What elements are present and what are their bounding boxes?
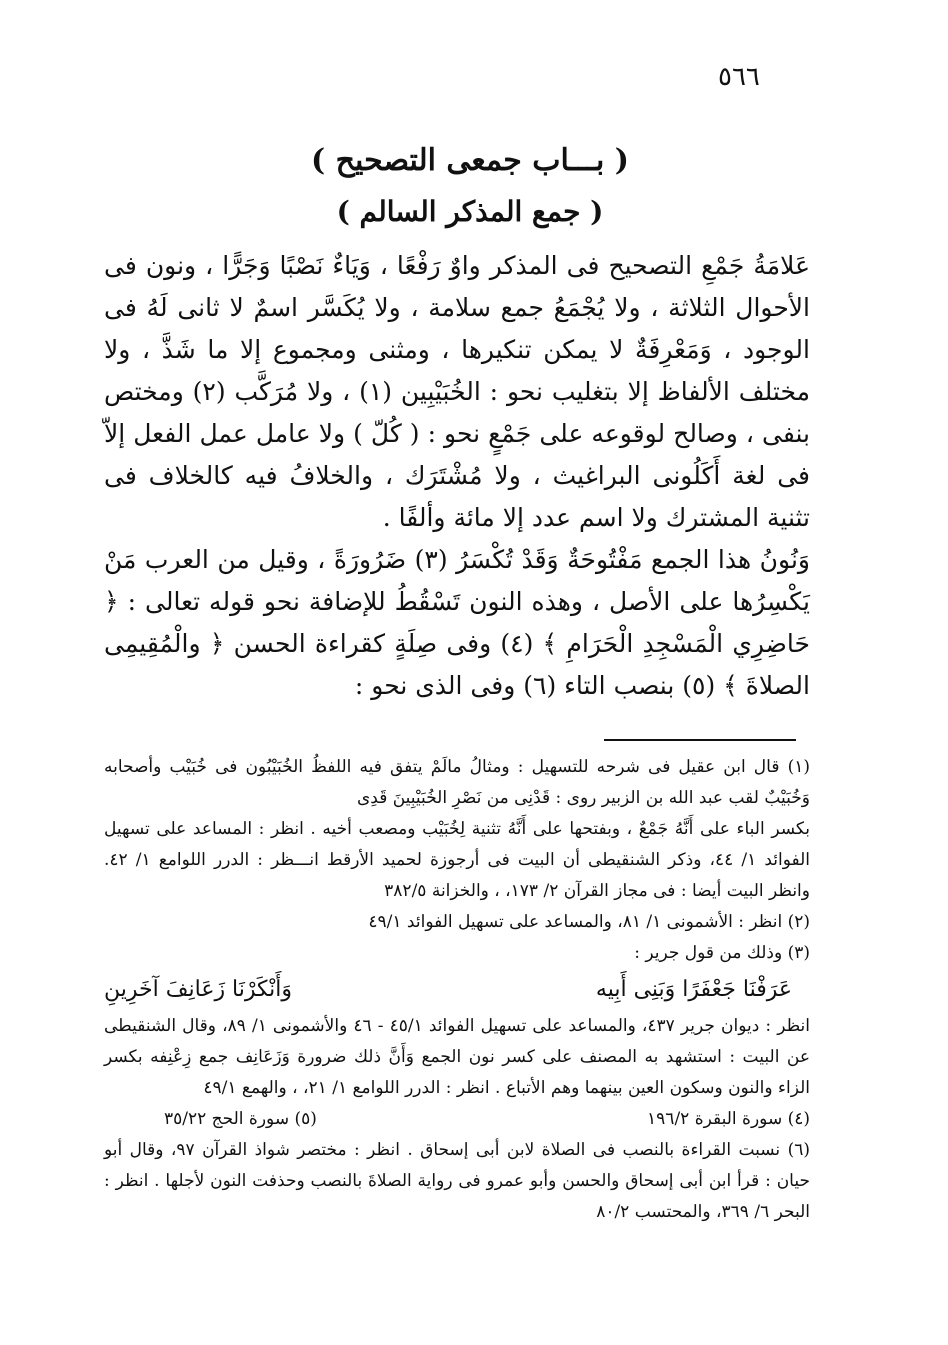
section-title: ( جمع المذكر السالم ) [336, 195, 604, 228]
paragraph: وَنُونُ هذا الجمع مَفْتُوحَةٌ وَقَدْ تُكْسَرُ (٣) ضَرُورَةً ، وقيل من العرب مَنْ يَكْسِرُها على الأصل ، وهذه النون تَسْقُطُ للإضافة نحو قوله تعالى : ﴿ حَاضِرِي الْمَسْجِدِ الْحَرَامِ ﴾ (٤) وفى صِلَةٍ كقراءة الحسن ﴿ والْمُقِيمِى الصلاةَ ﴾ (٥) بنصب التاء (٦) وفى الذى نحو : [104, 545, 810, 700]
footnote-1-continued: بكسر الباء على أَنَّهُ جَمْعٌ ، وبفتحها على أَنَّهُ تثنية لِخُبَيْب ومصعب أخيه . انظر : المساعد على تسهيل الفوائد ١/ ٤٤، وذكر الشنقيطى أن البيت فى أرجوزة لحميد الأرقط انـــظر : الدرر اللوامع ١/ ٤٢. وانظر البيت أيضا : فى مجاز القرآن ٢/ ١٧٣، ، والخزانة ٣٨٢/٥ [104, 819, 810, 901]
paragraph: عَلامَةُ جَمْعِ التصحيح فى المذكر واوٌ رَفْعًا ، وَيَاءٌ نَصْبًا وَجَرًّا ، ونون فى الأحوال الثلاثة ، ولا يُجْمَعُ جمع سلامة ، ولا يُكَسَّر اسمٌ لا ثانى لَهُ فى الوجود ، وَمَعْرِفَةٌ لا يمكن تنكيرها ، ومثنى ومجموع إلا ما شَذَّ ، ولا مختلف الألفاظ إلا بتغليب نحو : الخُبَيْبِين (١) ، ولا مُرَكَّب (٢) ومختص بنفى ، وصالح لوقوعه على جَمْعٍ نحو : ( كُلّ ) ولا عامل عمل الفعل إلاّ فى لغة أَكَلُونى البراغيث ، ولا مُشْتَرَك ، والخلافُ فيه كالخلاف فى تثنية المشترك ولا اسم عدد إلا مائة وألفًا . [104, 251, 810, 532]
footnotes [104, 752, 810, 1228]
page-number: ٥٦٦ [718, 62, 760, 92]
footnote-4: (٤) سورة البقرة ١٩٦/٢ [647, 1109, 810, 1129]
poetry-verse [104, 969, 810, 1011]
footnote-pair [104, 1104, 810, 1135]
footnote-2: (٢) انظر : الأشمونى ١/ ٨١، والمساعد على تسهيل الفوائد ٤٩/١ [368, 912, 810, 932]
footnote-separator [604, 739, 796, 741]
verse-second-hemistich: وَأَنْكَرْنَا زَعَانِفَ آخَرِينِ [104, 977, 293, 1002]
verse-first-hemistich: عَرَفْنَا جَعْفَرًا وَبَنِى أَبِيه [595, 977, 792, 1002]
footnote-5: (٥) سورة الحج ٣٥/٢٢ [164, 1109, 317, 1129]
footnote-6: (٦) نسبت القراءة بالنصب فى الصلاة لابن أبى إسحاق . انظر : مختصر شواذ القرآن ٩٧، وقال أبو حيان : قرأ ابن أبى إسحاق والحسن وأبو عمرو فى رواية الصلاةَ بالنصب وحذفت النون لأجلها . انظر : البحر ٦/ ٣٦٩، والمحتسب ٨٠/٢ [104, 1140, 810, 1222]
chapter-title: ( بـــاب جمعى التصحيح ) [311, 143, 629, 178]
main-text [104, 245, 810, 707]
footnote-3-reference: انظر : ديوان جرير ٤٣٧، والمساعد على تسهيل الفوائد ٤٥/١ - ٤٦ والأشمونى ١/ ٨٩، وقال الشنقيطى عن البيت : استشهد به المصنف على كسر نون الجمع وَأَنَّ ذلك ضرورة وَزَعَانِف جمع زِعْنِفه بكسر الزاء والنون وسكون العين بينهما وهم الأتباع . انظر : الدرر اللوامع ١/ ٢١، ، والهمع ٤٩/١ [104, 1016, 810, 1098]
footnote-3: (٣) وذلك من قول جرير : [634, 943, 810, 963]
footnote-1: (١) قال ابن عقيل فى شرحه للتسهيل : ومثالُ مالَمْ يتفق فيه اللفظُ الخُبَيْبُون فى خُبَيْب وأصحابه وَخُبَيْبٌ لقب عبد الله بن الزبير روى : قَدْنِى من نَصْرِ الخُبَيْبِينَ قَدِى [104, 757, 810, 808]
